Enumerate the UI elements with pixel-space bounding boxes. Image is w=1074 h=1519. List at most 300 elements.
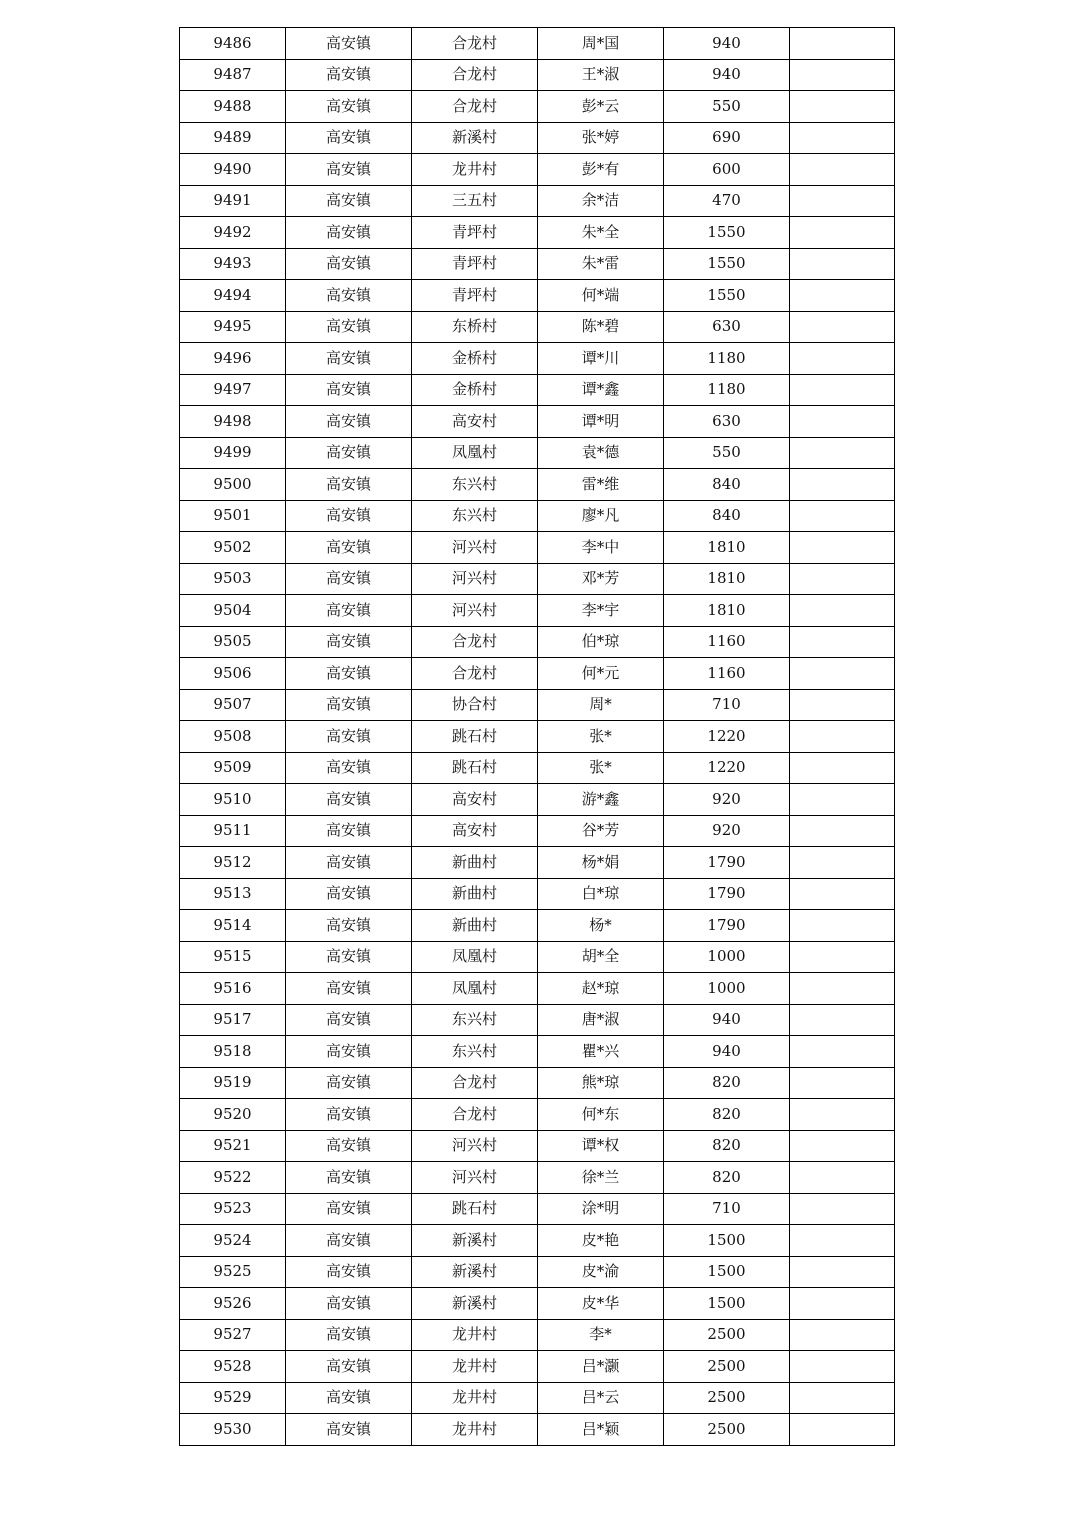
row-number-cell: 9507 bbox=[180, 689, 286, 721]
name-cell: 朱*全 bbox=[538, 217, 664, 249]
row-number-cell: 9508 bbox=[180, 721, 286, 753]
row-number-cell: 9519 bbox=[180, 1067, 286, 1099]
table-row bbox=[180, 721, 895, 753]
village-cell: 高安村 bbox=[412, 784, 538, 816]
data-table bbox=[179, 27, 895, 1446]
name-cell: 熊*琼 bbox=[538, 1067, 664, 1099]
town-cell: 高安镇 bbox=[286, 248, 412, 280]
table-row bbox=[180, 1414, 895, 1446]
amount-cell: 940 bbox=[664, 1004, 790, 1036]
name-cell: 杨*娟 bbox=[538, 847, 664, 879]
note-cell bbox=[790, 1225, 895, 1257]
row-number-cell: 9530 bbox=[180, 1414, 286, 1446]
amount-cell: 550 bbox=[664, 437, 790, 469]
table-row bbox=[180, 91, 895, 123]
amount-cell: 630 bbox=[664, 406, 790, 438]
town-cell: 高安镇 bbox=[286, 721, 412, 753]
note-cell bbox=[790, 595, 895, 627]
name-cell: 周*国 bbox=[538, 28, 664, 60]
village-cell: 东兴村 bbox=[412, 500, 538, 532]
note-cell bbox=[790, 1351, 895, 1383]
village-cell: 合龙村 bbox=[412, 28, 538, 60]
table-row bbox=[180, 469, 895, 501]
table-row bbox=[180, 1288, 895, 1320]
row-number-cell: 9486 bbox=[180, 28, 286, 60]
name-cell: 徐*兰 bbox=[538, 1162, 664, 1194]
row-number-cell: 9509 bbox=[180, 752, 286, 784]
village-cell: 新曲村 bbox=[412, 910, 538, 942]
table-row bbox=[180, 59, 895, 91]
amount-cell: 1000 bbox=[664, 941, 790, 973]
town-cell: 高安镇 bbox=[286, 1414, 412, 1446]
amount-cell: 1220 bbox=[664, 752, 790, 784]
name-cell: 谭*鑫 bbox=[538, 374, 664, 406]
amount-cell: 940 bbox=[664, 59, 790, 91]
note-cell bbox=[790, 815, 895, 847]
table-row bbox=[180, 752, 895, 784]
amount-cell: 820 bbox=[664, 1162, 790, 1194]
row-number-cell: 9516 bbox=[180, 973, 286, 1005]
town-cell: 高安镇 bbox=[286, 752, 412, 784]
village-cell: 东兴村 bbox=[412, 469, 538, 501]
note-cell bbox=[790, 185, 895, 217]
row-number-cell: 9529 bbox=[180, 1382, 286, 1414]
note-cell bbox=[790, 1067, 895, 1099]
name-cell: 谭*明 bbox=[538, 406, 664, 438]
table-row bbox=[180, 626, 895, 658]
row-number-cell: 9525 bbox=[180, 1256, 286, 1288]
town-cell: 高安镇 bbox=[286, 563, 412, 595]
amount-cell: 2500 bbox=[664, 1319, 790, 1351]
row-number-cell: 9522 bbox=[180, 1162, 286, 1194]
table-row bbox=[180, 658, 895, 690]
row-number-cell: 9498 bbox=[180, 406, 286, 438]
row-number-cell: 9513 bbox=[180, 878, 286, 910]
row-number-cell: 9512 bbox=[180, 847, 286, 879]
town-cell: 高安镇 bbox=[286, 28, 412, 60]
town-cell: 高安镇 bbox=[286, 122, 412, 154]
amount-cell: 470 bbox=[664, 185, 790, 217]
row-number-cell: 9491 bbox=[180, 185, 286, 217]
amount-cell: 940 bbox=[664, 28, 790, 60]
village-cell: 高安村 bbox=[412, 406, 538, 438]
village-cell: 凤凰村 bbox=[412, 973, 538, 1005]
village-cell: 新溪村 bbox=[412, 1225, 538, 1257]
row-number-cell: 9500 bbox=[180, 469, 286, 501]
row-number-cell: 9502 bbox=[180, 532, 286, 564]
amount-cell: 1500 bbox=[664, 1256, 790, 1288]
table-row bbox=[180, 1162, 895, 1194]
row-number-cell: 9518 bbox=[180, 1036, 286, 1068]
row-number-cell: 9506 bbox=[180, 658, 286, 690]
town-cell: 高安镇 bbox=[286, 1130, 412, 1162]
note-cell bbox=[790, 910, 895, 942]
amount-cell: 1550 bbox=[664, 248, 790, 280]
table-row bbox=[180, 1382, 895, 1414]
name-cell: 廖*凡 bbox=[538, 500, 664, 532]
town-cell: 高安镇 bbox=[286, 91, 412, 123]
amount-cell: 920 bbox=[664, 815, 790, 847]
note-cell bbox=[790, 154, 895, 186]
note-cell bbox=[790, 1256, 895, 1288]
table-row bbox=[180, 878, 895, 910]
town-cell: 高安镇 bbox=[286, 1382, 412, 1414]
name-cell: 游*鑫 bbox=[538, 784, 664, 816]
table-row bbox=[180, 910, 895, 942]
note-cell bbox=[790, 784, 895, 816]
row-number-cell: 9489 bbox=[180, 122, 286, 154]
name-cell: 何*东 bbox=[538, 1099, 664, 1131]
note-cell bbox=[790, 437, 895, 469]
name-cell: 何*端 bbox=[538, 280, 664, 312]
town-cell: 高安镇 bbox=[286, 595, 412, 627]
row-number-cell: 9501 bbox=[180, 500, 286, 532]
village-cell: 凤凰村 bbox=[412, 941, 538, 973]
name-cell: 瞿*兴 bbox=[538, 1036, 664, 1068]
row-number-cell: 9528 bbox=[180, 1351, 286, 1383]
town-cell: 高安镇 bbox=[286, 154, 412, 186]
row-number-cell: 9515 bbox=[180, 941, 286, 973]
village-cell: 河兴村 bbox=[412, 595, 538, 627]
village-cell: 合龙村 bbox=[412, 1099, 538, 1131]
amount-cell: 690 bbox=[664, 122, 790, 154]
name-cell: 白*琼 bbox=[538, 878, 664, 910]
amount-cell: 1500 bbox=[664, 1288, 790, 1320]
village-cell: 青坪村 bbox=[412, 248, 538, 280]
town-cell: 高安镇 bbox=[286, 910, 412, 942]
amount-cell: 1000 bbox=[664, 973, 790, 1005]
table-row bbox=[180, 280, 895, 312]
note-cell bbox=[790, 658, 895, 690]
village-cell: 龙井村 bbox=[412, 1414, 538, 1446]
village-cell: 新溪村 bbox=[412, 1288, 538, 1320]
note-cell bbox=[790, 374, 895, 406]
row-number-cell: 9505 bbox=[180, 626, 286, 658]
name-cell: 伯*琼 bbox=[538, 626, 664, 658]
name-cell: 李*宇 bbox=[538, 595, 664, 627]
note-cell bbox=[790, 1004, 895, 1036]
amount-cell: 1810 bbox=[664, 532, 790, 564]
amount-cell: 1810 bbox=[664, 563, 790, 595]
village-cell: 金桥村 bbox=[412, 343, 538, 375]
village-cell: 河兴村 bbox=[412, 563, 538, 595]
table-row bbox=[180, 689, 895, 721]
name-cell: 谭*权 bbox=[538, 1130, 664, 1162]
amount-cell: 1550 bbox=[664, 217, 790, 249]
village-cell: 合龙村 bbox=[412, 626, 538, 658]
town-cell: 高安镇 bbox=[286, 847, 412, 879]
name-cell: 吕*云 bbox=[538, 1382, 664, 1414]
note-cell bbox=[790, 91, 895, 123]
amount-cell: 1790 bbox=[664, 878, 790, 910]
village-cell: 东兴村 bbox=[412, 1004, 538, 1036]
note-cell bbox=[790, 1099, 895, 1131]
note-cell bbox=[790, 122, 895, 154]
amount-cell: 840 bbox=[664, 500, 790, 532]
note-cell bbox=[790, 217, 895, 249]
amount-cell: 710 bbox=[664, 689, 790, 721]
table-row bbox=[180, 154, 895, 186]
amount-cell: 2500 bbox=[664, 1382, 790, 1414]
name-cell: 张* bbox=[538, 721, 664, 753]
amount-cell: 840 bbox=[664, 469, 790, 501]
note-cell bbox=[790, 1382, 895, 1414]
amount-cell: 1160 bbox=[664, 658, 790, 690]
table-row bbox=[180, 343, 895, 375]
amount-cell: 1550 bbox=[664, 280, 790, 312]
village-cell: 新溪村 bbox=[412, 122, 538, 154]
amount-cell: 1220 bbox=[664, 721, 790, 753]
name-cell: 唐*淑 bbox=[538, 1004, 664, 1036]
town-cell: 高安镇 bbox=[286, 941, 412, 973]
town-cell: 高安镇 bbox=[286, 1288, 412, 1320]
row-number-cell: 9495 bbox=[180, 311, 286, 343]
town-cell: 高安镇 bbox=[286, 784, 412, 816]
name-cell: 袁*德 bbox=[538, 437, 664, 469]
table-row bbox=[180, 784, 895, 816]
note-cell bbox=[790, 563, 895, 595]
note-cell bbox=[790, 1414, 895, 1446]
name-cell: 胡*全 bbox=[538, 941, 664, 973]
row-number-cell: 9526 bbox=[180, 1288, 286, 1320]
town-cell: 高安镇 bbox=[286, 1036, 412, 1068]
table-row bbox=[180, 437, 895, 469]
row-number-cell: 9523 bbox=[180, 1193, 286, 1225]
row-number-cell: 9521 bbox=[180, 1130, 286, 1162]
village-cell: 金桥村 bbox=[412, 374, 538, 406]
row-number-cell: 9494 bbox=[180, 280, 286, 312]
table-row bbox=[180, 847, 895, 879]
note-cell bbox=[790, 878, 895, 910]
name-cell: 吕*颖 bbox=[538, 1414, 664, 1446]
row-number-cell: 9503 bbox=[180, 563, 286, 595]
row-number-cell: 9520 bbox=[180, 1099, 286, 1131]
village-cell: 青坪村 bbox=[412, 280, 538, 312]
note-cell bbox=[790, 280, 895, 312]
village-cell: 高安村 bbox=[412, 815, 538, 847]
name-cell: 皮*华 bbox=[538, 1288, 664, 1320]
table-row bbox=[180, 1036, 895, 1068]
village-cell: 合龙村 bbox=[412, 91, 538, 123]
table-row bbox=[180, 941, 895, 973]
village-cell: 跳石村 bbox=[412, 721, 538, 753]
amount-cell: 2500 bbox=[664, 1414, 790, 1446]
name-cell: 王*淑 bbox=[538, 59, 664, 91]
name-cell: 杨* bbox=[538, 910, 664, 942]
note-cell bbox=[790, 311, 895, 343]
name-cell: 皮*渝 bbox=[538, 1256, 664, 1288]
table-row bbox=[180, 374, 895, 406]
table-row bbox=[180, 1225, 895, 1257]
village-cell: 协合村 bbox=[412, 689, 538, 721]
town-cell: 高安镇 bbox=[286, 406, 412, 438]
note-cell bbox=[790, 847, 895, 879]
town-cell: 高安镇 bbox=[286, 1004, 412, 1036]
note-cell bbox=[790, 343, 895, 375]
name-cell: 皮*艳 bbox=[538, 1225, 664, 1257]
village-cell: 新溪村 bbox=[412, 1256, 538, 1288]
table-row bbox=[180, 1067, 895, 1099]
table-row bbox=[180, 1004, 895, 1036]
name-cell: 张*婷 bbox=[538, 122, 664, 154]
town-cell: 高安镇 bbox=[286, 185, 412, 217]
table-row bbox=[180, 1130, 895, 1162]
row-number-cell: 9511 bbox=[180, 815, 286, 847]
amount-cell: 2500 bbox=[664, 1351, 790, 1383]
row-number-cell: 9488 bbox=[180, 91, 286, 123]
row-number-cell: 9504 bbox=[180, 595, 286, 627]
town-cell: 高安镇 bbox=[286, 217, 412, 249]
table-row bbox=[180, 311, 895, 343]
amount-cell: 820 bbox=[664, 1067, 790, 1099]
table-row bbox=[180, 1256, 895, 1288]
amount-cell: 820 bbox=[664, 1099, 790, 1131]
town-cell: 高安镇 bbox=[286, 1256, 412, 1288]
note-cell bbox=[790, 1288, 895, 1320]
name-cell: 周* bbox=[538, 689, 664, 721]
name-cell: 涂*明 bbox=[538, 1193, 664, 1225]
amount-cell: 600 bbox=[664, 154, 790, 186]
village-cell: 龙井村 bbox=[412, 1382, 538, 1414]
village-cell: 龙井村 bbox=[412, 1351, 538, 1383]
name-cell: 陈*碧 bbox=[538, 311, 664, 343]
village-cell: 东兴村 bbox=[412, 1036, 538, 1068]
town-cell: 高安镇 bbox=[286, 815, 412, 847]
note-cell bbox=[790, 28, 895, 60]
table-row bbox=[180, 1193, 895, 1225]
town-cell: 高安镇 bbox=[286, 59, 412, 91]
town-cell: 高安镇 bbox=[286, 1351, 412, 1383]
amount-cell: 1790 bbox=[664, 910, 790, 942]
table-row bbox=[180, 28, 895, 60]
note-cell bbox=[790, 248, 895, 280]
village-cell: 河兴村 bbox=[412, 1162, 538, 1194]
village-cell: 跳石村 bbox=[412, 1193, 538, 1225]
town-cell: 高安镇 bbox=[286, 689, 412, 721]
amount-cell: 820 bbox=[664, 1130, 790, 1162]
table-row bbox=[180, 595, 895, 627]
village-cell: 凤凰村 bbox=[412, 437, 538, 469]
note-cell bbox=[790, 721, 895, 753]
name-cell: 彭*有 bbox=[538, 154, 664, 186]
town-cell: 高安镇 bbox=[286, 626, 412, 658]
row-number-cell: 9514 bbox=[180, 910, 286, 942]
village-cell: 东桥村 bbox=[412, 311, 538, 343]
village-cell: 龙井村 bbox=[412, 154, 538, 186]
table-body bbox=[180, 28, 895, 1446]
town-cell: 高安镇 bbox=[286, 1067, 412, 1099]
row-number-cell: 9510 bbox=[180, 784, 286, 816]
table-row bbox=[180, 815, 895, 847]
amount-cell: 940 bbox=[664, 1036, 790, 1068]
town-cell: 高安镇 bbox=[286, 1225, 412, 1257]
town-cell: 高安镇 bbox=[286, 280, 412, 312]
name-cell: 朱*雷 bbox=[538, 248, 664, 280]
town-cell: 高安镇 bbox=[286, 500, 412, 532]
village-cell: 跳石村 bbox=[412, 752, 538, 784]
row-number-cell: 9517 bbox=[180, 1004, 286, 1036]
name-cell: 谭*川 bbox=[538, 343, 664, 375]
amount-cell: 550 bbox=[664, 91, 790, 123]
name-cell: 谷*芳 bbox=[538, 815, 664, 847]
row-number-cell: 9492 bbox=[180, 217, 286, 249]
town-cell: 高安镇 bbox=[286, 878, 412, 910]
name-cell: 何*元 bbox=[538, 658, 664, 690]
village-cell: 龙井村 bbox=[412, 1319, 538, 1351]
amount-cell: 1500 bbox=[664, 1225, 790, 1257]
village-cell: 河兴村 bbox=[412, 1130, 538, 1162]
town-cell: 高安镇 bbox=[286, 973, 412, 1005]
village-cell: 合龙村 bbox=[412, 1067, 538, 1099]
row-number-cell: 9493 bbox=[180, 248, 286, 280]
table-row bbox=[180, 185, 895, 217]
table-row bbox=[180, 532, 895, 564]
name-cell: 吕*灏 bbox=[538, 1351, 664, 1383]
town-cell: 高安镇 bbox=[286, 658, 412, 690]
amount-cell: 920 bbox=[664, 784, 790, 816]
town-cell: 高安镇 bbox=[286, 1193, 412, 1225]
note-cell bbox=[790, 469, 895, 501]
name-cell: 彭*云 bbox=[538, 91, 664, 123]
town-cell: 高安镇 bbox=[286, 374, 412, 406]
note-cell bbox=[790, 59, 895, 91]
amount-cell: 1180 bbox=[664, 374, 790, 406]
table-row bbox=[180, 406, 895, 438]
note-cell bbox=[790, 1036, 895, 1068]
name-cell: 雷*维 bbox=[538, 469, 664, 501]
row-number-cell: 9490 bbox=[180, 154, 286, 186]
note-cell bbox=[790, 689, 895, 721]
row-number-cell: 9496 bbox=[180, 343, 286, 375]
name-cell: 余*洁 bbox=[538, 185, 664, 217]
note-cell bbox=[790, 941, 895, 973]
town-cell: 高安镇 bbox=[286, 469, 412, 501]
table-row bbox=[180, 248, 895, 280]
note-cell bbox=[790, 752, 895, 784]
town-cell: 高安镇 bbox=[286, 1099, 412, 1131]
row-number-cell: 9524 bbox=[180, 1225, 286, 1257]
row-number-cell: 9527 bbox=[180, 1319, 286, 1351]
name-cell: 李* bbox=[538, 1319, 664, 1351]
table-row bbox=[180, 973, 895, 1005]
amount-cell: 1790 bbox=[664, 847, 790, 879]
town-cell: 高安镇 bbox=[286, 343, 412, 375]
village-cell: 河兴村 bbox=[412, 532, 538, 564]
row-number-cell: 9499 bbox=[180, 437, 286, 469]
note-cell bbox=[790, 500, 895, 532]
row-number-cell: 9497 bbox=[180, 374, 286, 406]
table-row bbox=[180, 1099, 895, 1131]
name-cell: 赵*琼 bbox=[538, 973, 664, 1005]
note-cell bbox=[790, 1162, 895, 1194]
note-cell bbox=[790, 626, 895, 658]
town-cell: 高安镇 bbox=[286, 1319, 412, 1351]
table-row bbox=[180, 1319, 895, 1351]
name-cell: 李*中 bbox=[538, 532, 664, 564]
note-cell bbox=[790, 973, 895, 1005]
table-row bbox=[180, 217, 895, 249]
village-cell: 合龙村 bbox=[412, 59, 538, 91]
table-row bbox=[180, 122, 895, 154]
town-cell: 高安镇 bbox=[286, 1162, 412, 1194]
village-cell: 三五村 bbox=[412, 185, 538, 217]
town-cell: 高安镇 bbox=[286, 311, 412, 343]
note-cell bbox=[790, 406, 895, 438]
amount-cell: 1180 bbox=[664, 343, 790, 375]
row-number-cell: 9487 bbox=[180, 59, 286, 91]
table-row bbox=[180, 500, 895, 532]
amount-cell: 1160 bbox=[664, 626, 790, 658]
